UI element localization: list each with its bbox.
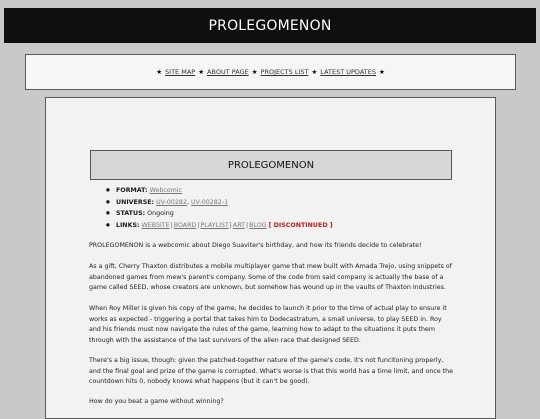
- meta-format: [106, 186, 333, 198]
- site-header: [4, 8, 536, 43]
- star-icon: ★: [251, 68, 258, 76]
- nav-link-latest-updates[interactable]: LATEST UPDATES: [320, 68, 376, 76]
- content-panel: [45, 97, 496, 419]
- star-icon: ★: [156, 68, 163, 76]
- link-art[interactable]: ART: [232, 221, 245, 229]
- paragraph-issue: There's a big issue, though: given the patched-together nature of the game's code, it's not funcitoning properly, and the final goal and prize of the game is corrupted. What's worse is that this world has a time limit, and once the countdown hits 0, nobody knows what happens (but it can't be good).: [89, 357, 453, 386]
- page-title: PROLEGOMENON: [227, 159, 315, 171]
- format-label: FORMAT:: [115, 187, 148, 194]
- links-label: LINKS:: [115, 221, 140, 229]
- format-link[interactable]: Webcomic: [149, 187, 182, 194]
- nav-bar: [25, 54, 516, 90]
- nav-link-projects-list[interactable]: PROJECTS LIST: [260, 68, 309, 76]
- link-website[interactable]: WEBSITE: [141, 221, 170, 229]
- paragraph-gift: As a gift, Cherry Thaxton distributes a mobile multiplayer game that mew built with Amada Trejo, using snippets of abandoned games from mew's parent's company. Some of the code from said company is actually the base of a game called SEED, whose creators are unknown, but somehow has wound up in the vaults of Thaxton Industries.: [89, 263, 452, 292]
- meta-links: ● LINKS: WEBSITE|BOARD|PLAYLIST|ART|BLOG [ DISCONTINUED ]: [106, 221, 333, 233]
- status-label: STATUS:: [115, 210, 146, 218]
- site-title: PROLEGOMENON: [208, 17, 332, 34]
- project-meta-list: [106, 186, 333, 232]
- meta-status: [106, 209, 333, 221]
- link-board[interactable]: BOARD: [173, 221, 197, 229]
- discontinued-badge: [ DISCONTINUED ]: [268, 221, 333, 229]
- nav-link-site-map[interactable]: SITE MAP: [165, 68, 196, 76]
- status-value: Ongoing: [147, 210, 174, 218]
- star-icon: ★: [198, 68, 205, 76]
- star-icon: ★: [378, 68, 385, 76]
- nav-link-about-page[interactable]: ABOUT PAGE: [207, 68, 249, 76]
- star-icon: ★: [311, 68, 318, 76]
- link-playlist[interactable]: PLAYLIST: [200, 221, 229, 229]
- universe-link-1[interactable]: UV-00282: [156, 198, 187, 206]
- paragraph-roy: When Roy Miller is given his copy of the game, he decides to launch it prior to the time of actual play to ensure it works as expected - triggering a portal that takes him to Dodecastratum, a small universe, to play SEED in. Roy and his friends must now navigate the rules of the game, learning how to adapt to the situations it puts them through with the assistance of the last survivors of the alien race that designed SEED.: [89, 305, 447, 344]
- paragraph-question: How do you beat a game without winning?: [89, 398, 224, 405]
- link-blog[interactable]: BLOG: [249, 221, 267, 229]
- page-title-box: [90, 150, 452, 180]
- paragraph-intro: PROLEGOMENON is a webcomic about Diego Suaviter's birthday, and how its friends decide to celebrate!: [89, 242, 422, 249]
- universe-link-2[interactable]: UV-00282-1: [190, 198, 229, 206]
- meta-universe: ● UNIVERSE: UV-00282, UV-00282-1: [106, 198, 333, 210]
- universe-label: UNIVERSE:: [115, 198, 155, 206]
